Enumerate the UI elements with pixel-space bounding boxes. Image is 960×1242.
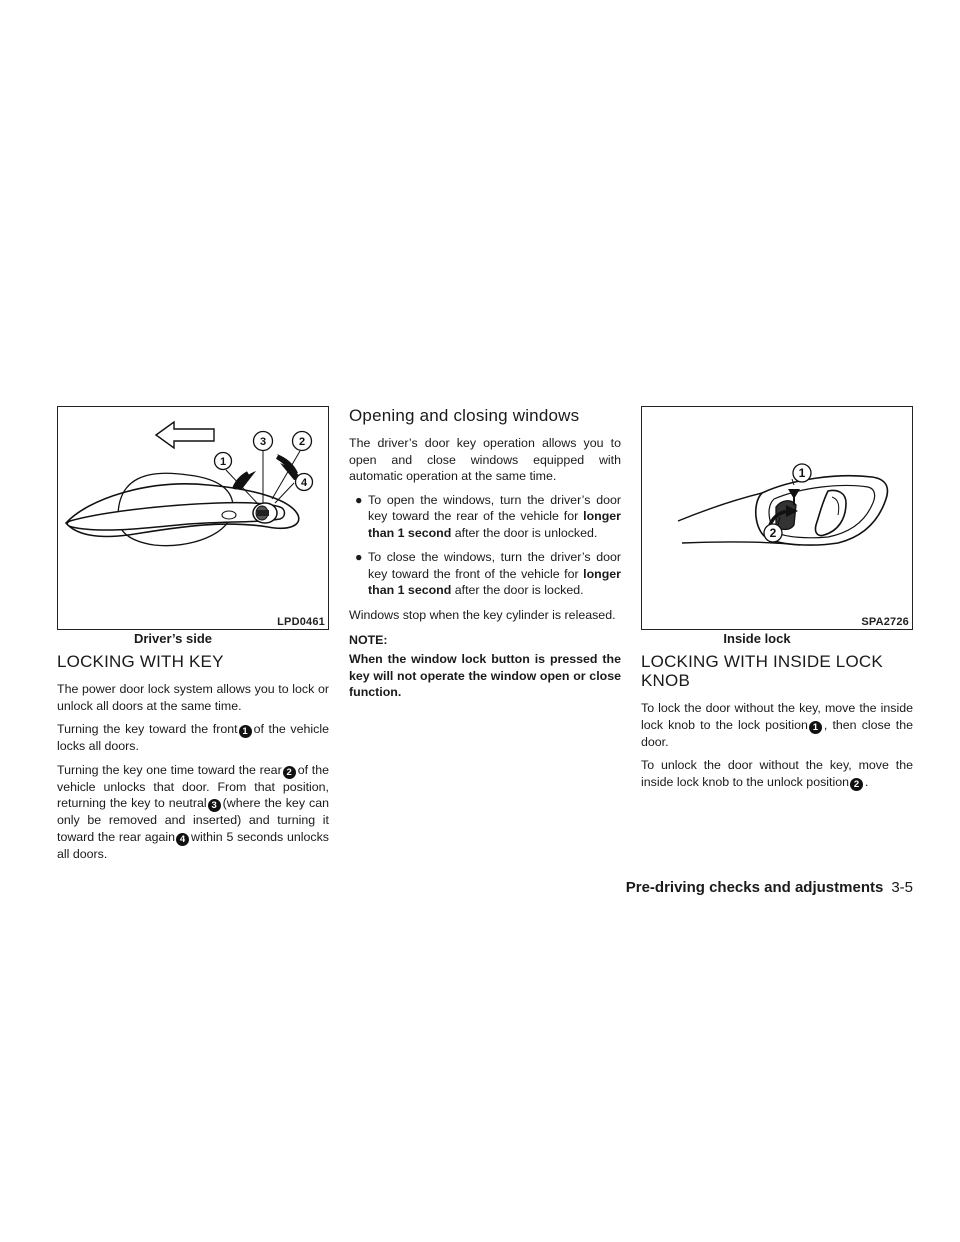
inside-lock-illustration [642, 407, 912, 629]
callout-marker-2: 2 [283, 766, 296, 779]
figure-inside-lock [641, 406, 913, 630]
svg-text:1: 1 [798, 466, 806, 480]
paragraph: Windows stop when the key cylinder is released. [349, 607, 616, 622]
key-slot [257, 510, 269, 516]
right-column [641, 406, 913, 798]
callout-1 [793, 464, 811, 482]
section-heading-locking-with-key: LOCKING WITH KEY [57, 652, 224, 671]
paragraph: To unlock the door without the key, move the inside lock knob to the unlock position 2 . [641, 758, 913, 790]
callout-4 [296, 474, 313, 491]
section-heading-windows: Opening and closing windows [349, 406, 580, 425]
bullet-icon: ● [355, 492, 363, 507]
page-number: 3-5 [891, 879, 913, 896]
note-label: NOTE: [349, 633, 388, 647]
paragraph: To lock the door without the key, move the inside lock knob to the lock position 1 , then close the door. [641, 701, 913, 749]
middle-column [349, 406, 621, 701]
list-item: ● To open the windows, turn the driver’s door key toward the rear of the vehicle for longer than 1 second after the door is unlocked. [355, 492, 621, 540]
handle-bar [67, 503, 284, 530]
callout-marker-3: 3 [208, 799, 221, 812]
callout-3 [254, 432, 273, 451]
svg-text:2: 2 [769, 526, 777, 540]
footer-section-title: Pre-driving checks and adjustments [625, 879, 884, 896]
callout-marker-1: 1 [809, 721, 822, 734]
callout-2 [764, 524, 782, 542]
section-heading-inside-lock-knob: LOCKING WITH INSIDE LOCK KNOB [641, 652, 883, 690]
bullet-list [349, 492, 621, 599]
paragraph: Turning the key one time toward the rear 2 of the vehicle unlocks that door. From that position, returning the key to neutral 3 (where the key can only be removed and inserted) and turning it toward the rear again 4 within 5 seconds unlocks all doors. [57, 762, 329, 861]
paragraph: Turning the key toward the front 1 of the vehicle locks all doors. [57, 722, 330, 753]
callout-marker-4: 4 [176, 833, 189, 846]
door-handle-illustration [58, 407, 328, 629]
paragraph: The power door lock system allows you to lock or unlock all doors at the same time. [57, 682, 329, 713]
svg-text:3: 3 [259, 436, 267, 448]
page-footer [626, 879, 913, 896]
bullet-icon: ● [355, 550, 363, 564]
list-item: ● To close the windows, turn the driver’s door key toward the front of the vehicle for longer than 1 second after the door is locked. [355, 550, 621, 597]
figure-drivers-side [57, 406, 329, 630]
figure-code: SPA2726 [861, 616, 909, 628]
callout-marker-1: 1 [239, 725, 252, 738]
svg-text:1: 1 [219, 456, 227, 468]
callout-1 [215, 453, 232, 470]
left-column [57, 406, 329, 869]
svg-text:2: 2 [298, 436, 306, 448]
figure-code: LPD0461 [277, 616, 325, 628]
callout-2 [293, 432, 312, 451]
figure-caption: Driver’s side [133, 631, 213, 646]
callout-marker-2: 2 [850, 778, 863, 791]
figure-caption: Inside lock [723, 631, 791, 646]
note-body: When the window lock button is pressed the key will not operate the window open or close function. [349, 652, 621, 699]
svg-text:4: 4 [300, 477, 308, 489]
paragraph: The driver’s door key operation allows you to open and close windows equipped with automatic operation at the same time. [349, 436, 621, 483]
front-arrow-icon [156, 422, 214, 448]
